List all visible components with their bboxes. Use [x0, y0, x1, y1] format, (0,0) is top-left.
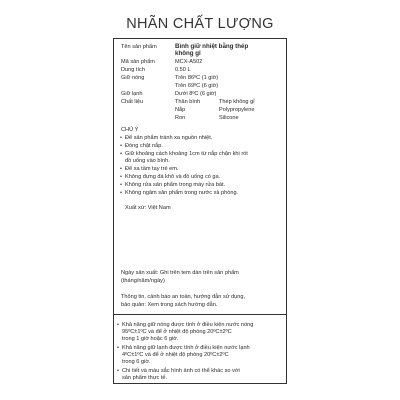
- material-ring-value: Silicone: [219, 115, 239, 121]
- caution-item: Không ngâm sản phẩm trong nước xà phòng.: [125, 190, 239, 196]
- product-label: Tên sản phẩm: [121, 44, 157, 50]
- bullet-icon: •: [120, 166, 122, 172]
- bullet-icon: •: [120, 143, 122, 149]
- capacity-label: Dung tích: [121, 67, 145, 73]
- origin-text: Xuất xứ: Việt Nam: [125, 205, 171, 211]
- material-ring: Ron: [175, 115, 186, 121]
- hot-label: Giữ nóng: [121, 75, 145, 81]
- product-value-line1: Bình giữ nhiệt bằng thép: [175, 43, 249, 50]
- material-label: Chất liệu: [121, 99, 144, 105]
- hot-value-2: Trên 69ºC (6 giờ): [175, 83, 219, 89]
- safety-info-line1: Thông tin, cảnh báo an toàn, hướng dẫn sử dụng,: [121, 294, 246, 300]
- bullet-icon: •: [120, 190, 122, 196]
- product-value-line2: không gỉ: [175, 50, 201, 57]
- note-line: sản phẩm thực tế.: [122, 375, 168, 381]
- caution-item: Để xa tầm tay trẻ em.: [125, 166, 179, 172]
- caution-item: Đóng chặt nắp.: [125, 143, 163, 149]
- caution-item: Không đựng đá khô và đồ uống có ga.: [125, 174, 221, 180]
- bullet-icon: •: [120, 182, 122, 188]
- caution-item: Giữ khoảng cách khoảng 1cm từ nắp chặn khi rót: [125, 151, 248, 157]
- note-line: Khả năng giữ nóng được tính ở điều kiện nước nóng: [122, 322, 254, 328]
- safety-info-line2: bảo quản: Xem trong sách hướng dẫn.: [121, 302, 218, 308]
- note-line: Khả năng giữ lạnh được tính ở điều kiện nước lạnh: [122, 345, 250, 351]
- material-body-value: Thép không gỉ: [219, 99, 255, 105]
- caution-item-continued: đồ uống vào bình.: [125, 158, 170, 164]
- bullet-icon: •: [120, 135, 122, 141]
- code-value: MCX-A502: [175, 59, 203, 65]
- bullet-icon: •: [120, 151, 122, 157]
- bullet-icon: •: [117, 368, 119, 374]
- note-line: Chi tiết và màu sắc hình ảnh có thể khác so với: [122, 368, 240, 374]
- material-lid: Nắp: [175, 107, 186, 113]
- capacity-value: 0.50 L: [175, 67, 191, 73]
- bullet-icon: •: [117, 322, 119, 328]
- code-label: Mã sản phẩm: [121, 59, 155, 65]
- label-title: NHÃN CHẤT LƯỢNG: [126, 16, 274, 32]
- manufacture-date-line2: (tháng/năm/ngày): [121, 278, 165, 284]
- hot-value-1: Trên 86ºC (1 giờ): [175, 75, 219, 81]
- material-body: Thân bình: [175, 99, 201, 105]
- bullet-icon: •: [120, 174, 122, 180]
- note-line: 4ºC±1ºC và để ở nhiệt độ phòng 20ºC±2ºC: [122, 352, 229, 358]
- material-lid-value: Polypropylene: [219, 107, 255, 113]
- cold-label: Giữ lạnh: [121, 91, 143, 97]
- caution-heading: CHÚ Ý: [121, 127, 139, 133]
- bullet-icon: •: [117, 345, 119, 351]
- caution-item: Không rửa sản phẩm trong máy rửa bát.: [125, 182, 226, 188]
- note-line: trong 6 giờ.: [122, 359, 151, 365]
- manufacture-date-line1: Ngày sản xuất: Ghi trên tem dán trên sản phẩm: [121, 270, 239, 276]
- cold-value: Dưới 8ºC (6 giờ): [175, 91, 217, 97]
- note-line: 95ºC±1ºC và để ở nhiệt độ phòng 20ºC±2ºC: [122, 329, 232, 335]
- note-line: trong 1 giờ hoặc 6 giờ.: [122, 336, 179, 342]
- caution-item: Để sản phẩm tránh xa nguồn nhiệt.: [125, 135, 213, 141]
